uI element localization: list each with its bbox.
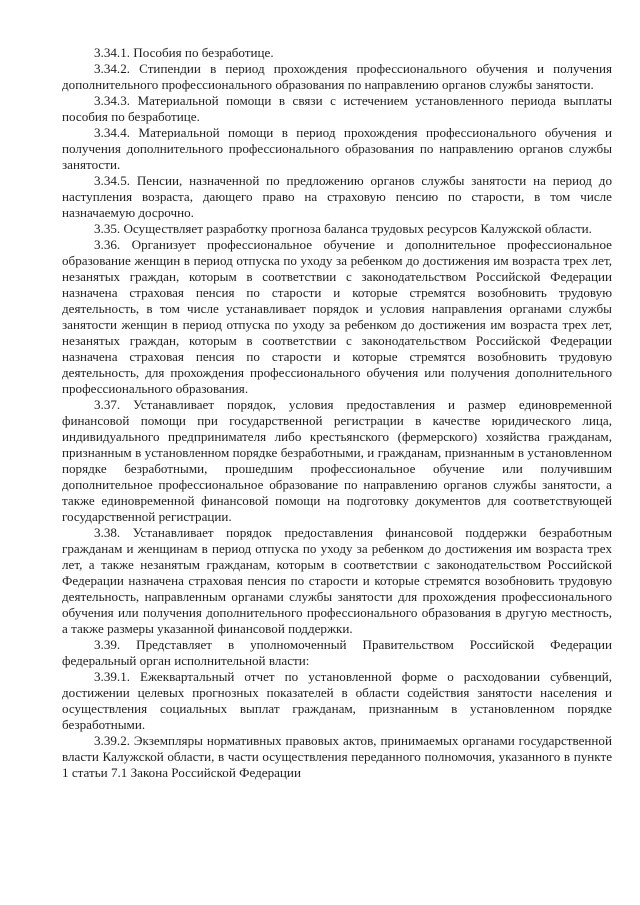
paragraph-3-34-5: 3.34.5. Пенсии, назначенной по предложению органов службы занятости на период до наступления возраста, дающего право на страховую пенсию по старости, в том числе назначаемую досрочно. [62,173,612,220]
paragraph-3-34-3: 3.34.3. Материальной помощи в связи с истечением установленного периода выплаты пособия по безработице. [62,93,612,124]
paragraph-3-34-2: 3.34.2. Стипендии в период прохождения профессионального обучения и получения дополнительного профессионального образования по направлению органов службы занятости. [62,61,612,92]
paragraph-3-37: 3.37. Устанавливает порядок, условия предоставления и размер единовременной финансовой помощи при государственной регистрации в качестве юридического лица, индивидуального предпринимателя либо крестьянского (фермерского) хозяйства гражданам, признанным в установленном порядке безработными, и гражданам, признанным в установленном порядке безработными, прошедшим профессиональное обучение или получившим дополнительное профессиональное образование по направлению органов службы занятости, а также единовременной финансовой помощи на подготовку документов для соответствующей государственной регистрации. [62,397,612,524]
paragraph-3-39-1: 3.39.1. Ежеквартальный отчет по установленной форме о расходовании субвенций, достижении целевых прогнозных показателей в области содействия занятости населения и осуществления социальных выплат гражданам, признанным в установленном порядке безработными. [62,669,612,732]
paragraph-3-38: 3.38. Устанавливает порядок предоставления финансовой поддержки безработным гражданам и женщинам в период отпуска по уходу за ребенком до достижения им возраста трех лет, а также незанятым гражданам, которым в соответствии с законодательством Российской Федерации назначена страховая пенсия по старости и которые стремятся возобновить трудовую деятельность, направленным органами службы занятости для прохождения профессионального обучения или получения дополнительного профессионального образования в другую местность, а также размеры указанной финансовой поддержки. [62,525,612,636]
document-body [62,45,612,781]
paragraph-3-34-4: 3.34.4. Материальной помощи в период прохождения профессионального обучения и получения дополнительного профессионального образования по направлению органов службы занятости. [62,125,612,172]
paragraph-3-39: 3.39. Представляет в уполномоченный Правительством Российской Федерации федеральный орган исполнительной власти: [62,637,612,668]
paragraph-3-36: 3.36. Организует профессиональное обучение и дополнительное профессиональное образование женщин в период отпуска по уходу за ребенком до достижения им возраста трех лет, незанятых граждан, которым в соответствии с законодательством Российской Федерации назначена страховая пенсия по старости и которые стремятся возобновить трудовую деятельность, в том числе устанавливает порядок и условия направления органами службы занятости женщин в период отпуска по уходу за ребенком до достижения им возраста трех лет, незанятых граждан, которым в соответствии с законодательством Российской Федерации назначена страховая пенсия по старости и которые стремятся возобновить трудовую деятельность, для прохождения профессионального обучения или получения дополнительного профессионального образования. [62,237,612,396]
paragraph-3-34-1: 3.34.1. Пособия по безработице. [94,45,274,60]
paragraph-3-39-2: 3.39.2. Экземпляры нормативных правовых актов, принимаемых органами государственной власти Калужской области, в части осуществления переданного полномочия, указанного в пункте 1 статьи 7.1 Закона Российской Федерации [62,733,612,780]
paragraph-3-35: 3.35. Осуществляет разработку прогноза баланса трудовых ресурсов Калужской области. [94,221,592,236]
